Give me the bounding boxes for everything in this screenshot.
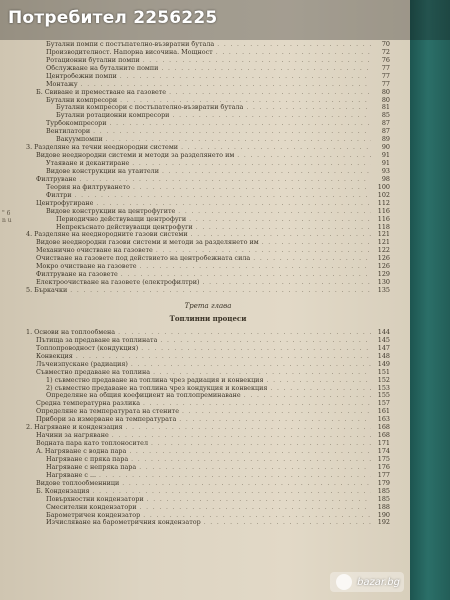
toc-entry-title: Механично очистване на газовете bbox=[36, 247, 153, 255]
toc-entry bbox=[26, 200, 390, 208]
toc-leader-dots bbox=[92, 488, 371, 496]
toc-entry-title: Водната пара като топлоносител bbox=[36, 440, 149, 448]
toc-entry-page: 91 bbox=[381, 151, 390, 160]
toc-entry-title: Видове нееднородни газови системи и методи за разделянето им bbox=[36, 239, 259, 247]
toc-leader-dots bbox=[112, 432, 371, 440]
toc-leader-dots bbox=[161, 65, 371, 73]
toc-entry bbox=[26, 329, 390, 337]
toc-entry bbox=[26, 176, 390, 184]
toc-entry bbox=[26, 144, 390, 152]
toc-entry-title: Нагряване с непряка пара bbox=[46, 463, 137, 471]
toc-leader-dots bbox=[217, 41, 371, 49]
toc-entry bbox=[26, 400, 390, 408]
toc-entry-page: 116 bbox=[377, 206, 390, 215]
toc-leader-dots bbox=[172, 112, 371, 120]
toc-entry-page: 190 bbox=[377, 510, 390, 519]
toc-entry bbox=[26, 57, 390, 65]
toc-leader-dots bbox=[131, 361, 371, 369]
toc-leader-dots bbox=[147, 496, 371, 504]
toc-entry bbox=[26, 192, 390, 200]
toc-entry-title: Съвместно предаване на топлина bbox=[36, 368, 151, 376]
toc-entry bbox=[26, 112, 390, 120]
toc-entry-title: Лъчеизпускане (радиация) bbox=[36, 360, 128, 368]
toc-entry-title: Мокро очистване на газовете bbox=[36, 263, 137, 271]
toc-entry-title: Б. Свиване и преместване на газовете bbox=[36, 88, 167, 96]
toc-entry-title: Смесителни кондензатори bbox=[46, 503, 137, 511]
toc-entry-page: 77 bbox=[381, 71, 390, 80]
seller-header-bar bbox=[0, 0, 450, 40]
toc-entry-page: 174 bbox=[377, 447, 390, 456]
toc-leader-dots bbox=[203, 279, 371, 287]
toc-entry-title: 1. Основи на топлообмена bbox=[26, 328, 116, 336]
toc-entry bbox=[26, 424, 390, 432]
toc-entry bbox=[26, 216, 390, 224]
toc-leader-dots bbox=[178, 208, 371, 216]
toc-entry-page: 72 bbox=[381, 47, 390, 56]
toc-entry-title: Електроочистване на газовете (електрофилтри) bbox=[36, 279, 200, 287]
toc-entry-title: 3. Разделяне на течни нееднородни системи bbox=[26, 144, 179, 152]
toc-entry-page: 135 bbox=[377, 286, 390, 295]
toc-entry-title: Повърхностни кондензатори bbox=[46, 495, 144, 503]
toc-leader-dots bbox=[118, 329, 371, 337]
toc-entry-page: 81 bbox=[381, 103, 390, 112]
toc-entry-page: 148 bbox=[377, 351, 390, 360]
toc-entry-page: 153 bbox=[377, 383, 390, 392]
toc-entry bbox=[26, 168, 390, 176]
toc-entry-title: Нагряване с пряка пара bbox=[46, 455, 129, 463]
toc-entry-title: Видове нееднородни системи и методи за разделянето им bbox=[36, 152, 235, 160]
toc-leader-dots bbox=[143, 400, 371, 408]
toc-entry-page: 126 bbox=[377, 262, 390, 271]
toc-entry-title: Вентилатори bbox=[46, 128, 91, 136]
toc-entry bbox=[26, 73, 390, 81]
toc-leader-dots bbox=[120, 97, 371, 105]
toc-entry bbox=[26, 208, 390, 216]
toc-section-before bbox=[26, 41, 390, 295]
toc-entry-title: 1) съвместно предаване на топлина чрез радиация и конвекция bbox=[46, 376, 264, 384]
toc-entry-page: 121 bbox=[377, 230, 390, 239]
toc-entry-page: 80 bbox=[381, 87, 390, 96]
watermark-text: bazar.bg bbox=[357, 577, 400, 588]
toc-leader-dots bbox=[81, 81, 371, 89]
toc-leader-dots bbox=[96, 200, 371, 208]
toc-entry-title: Средна температурна разлика bbox=[36, 400, 141, 408]
toc-entry-title: Монтажу bbox=[46, 80, 78, 88]
toc-entry-title: Обслужване на буталните помпи bbox=[46, 64, 159, 72]
toc-entry-title: 4. Разделяне на нееднородните газови системи bbox=[26, 231, 188, 239]
toc-entry bbox=[26, 65, 390, 73]
toc-entry bbox=[26, 255, 390, 263]
toc-leader-dots bbox=[162, 168, 371, 176]
toc-leader-dots bbox=[126, 424, 371, 432]
toc-entry bbox=[26, 152, 390, 160]
toc-entry bbox=[26, 224, 390, 232]
toc-leader-dots bbox=[156, 247, 371, 255]
toc-entry bbox=[26, 416, 390, 424]
toc-entry-page: 168 bbox=[377, 431, 390, 440]
toc-entry-page: 93 bbox=[381, 166, 390, 175]
toc-entry-page: 116 bbox=[377, 214, 390, 223]
toc-leader-dots bbox=[216, 49, 371, 57]
toc-entry-page: 98 bbox=[381, 174, 390, 183]
toc-leader-dots bbox=[141, 345, 371, 353]
toc-leader-dots bbox=[246, 104, 371, 112]
toc-entry bbox=[26, 41, 390, 49]
toc-entry-page: 80 bbox=[381, 95, 390, 104]
toc-entry-page: 77 bbox=[381, 79, 390, 88]
toc-entry-title: Изчисляване на барометричния кондензатор bbox=[46, 519, 201, 527]
toc-entry-title: Ротационни бутални помпи bbox=[46, 56, 140, 64]
toc-leader-dots bbox=[129, 448, 371, 456]
toc-entry-title: Начини за нагряване bbox=[36, 432, 109, 440]
toc-entry-title: Топлопроводност (кондукция) bbox=[36, 344, 139, 352]
book-cover-spine bbox=[410, 0, 450, 600]
toc-entry-page: 176 bbox=[377, 462, 390, 471]
toc-entry-page: 112 bbox=[377, 198, 390, 207]
toc-leader-dots bbox=[237, 152, 371, 160]
toc-entry-title: Центрофугиране bbox=[36, 199, 94, 207]
toc-entry bbox=[26, 369, 390, 377]
toc-entry-page: 147 bbox=[377, 343, 390, 352]
toc-entry bbox=[26, 239, 390, 247]
toc-entry-title: 2) съвместно предаване на топлина чрез кондукция и конвекция bbox=[46, 384, 268, 392]
toc-leader-dots bbox=[140, 504, 371, 512]
chapter-label: Трета глава bbox=[184, 302, 232, 310]
toc-entry bbox=[26, 432, 390, 440]
toc-leader-dots bbox=[122, 480, 371, 488]
toc-leader-dots bbox=[262, 239, 371, 247]
toc-entry-page: 157 bbox=[377, 399, 390, 408]
toc-entry-page: 87 bbox=[381, 127, 390, 136]
toc-leader-dots bbox=[253, 255, 371, 263]
toc-entry-page: 149 bbox=[377, 359, 390, 368]
toc-entry-title: Непрекъснато действуващи центрофуги bbox=[56, 223, 193, 231]
toc-entry bbox=[26, 512, 390, 520]
toc-leader-dots bbox=[270, 385, 371, 393]
toc-leader-dots bbox=[79, 176, 371, 184]
toc-entry bbox=[26, 385, 390, 393]
toc-entry-page: 126 bbox=[377, 254, 390, 263]
toc-entry bbox=[26, 345, 390, 353]
toc-entry-title: Центробежни помпи bbox=[46, 72, 117, 80]
toc-entry-page: 171 bbox=[377, 439, 390, 448]
toc-entry-page: 145 bbox=[377, 335, 390, 344]
toc-leader-dots bbox=[76, 353, 371, 361]
toc-leader-dots bbox=[143, 57, 371, 65]
toc-entry-page: 100 bbox=[377, 182, 390, 191]
toc-entry bbox=[26, 184, 390, 192]
toc-entry-page: 155 bbox=[377, 391, 390, 400]
toc-leader-dots bbox=[191, 231, 371, 239]
toc-entry-page: 118 bbox=[377, 222, 390, 231]
toc-leader-dots bbox=[143, 512, 371, 520]
toc-leader-dots bbox=[169, 89, 371, 97]
toc-entry bbox=[26, 287, 390, 295]
toc-entry-page: 91 bbox=[381, 159, 390, 168]
toc-entry-title: Очистване на газовете под действието на центробежната сила bbox=[36, 255, 251, 263]
toc-entry-title: Конвекция bbox=[36, 352, 73, 360]
toc-entry-title: Теория на филтруването bbox=[46, 183, 130, 191]
toc-entry-page: 152 bbox=[377, 375, 390, 384]
toc-entry-page: 76 bbox=[381, 55, 390, 64]
toc-entry-page: 85 bbox=[381, 111, 390, 120]
toc-entry bbox=[26, 393, 390, 401]
toc-entry-title: Бутални компресори bbox=[46, 96, 118, 104]
toc-entry bbox=[26, 49, 390, 57]
watermark-logo-icon bbox=[336, 574, 352, 590]
toc-entry-page: 185 bbox=[377, 486, 390, 495]
toc-entry bbox=[26, 472, 390, 480]
toc-entry-title: Бутални ротационни компресори bbox=[56, 112, 170, 120]
toc-entry-page: 89 bbox=[381, 135, 390, 144]
toc-leader-dots bbox=[132, 160, 371, 168]
toc-entry bbox=[26, 247, 390, 255]
toc-entry bbox=[26, 496, 390, 504]
toc-entry-title: Видове конструкции на утаители bbox=[46, 167, 159, 175]
toc-section-after bbox=[26, 329, 390, 527]
toc-entry bbox=[26, 136, 390, 144]
toc-entry-title: Пътища за предаване на топлината bbox=[36, 336, 158, 344]
toc-entry-title: Утаяване и декантиране bbox=[46, 160, 130, 168]
toc-entry bbox=[26, 464, 390, 472]
toc-leader-dots bbox=[153, 369, 371, 377]
toc-entry-page: 185 bbox=[377, 494, 390, 503]
toc-leader-dots bbox=[106, 136, 371, 144]
toc-entry bbox=[26, 520, 390, 528]
toc-entry bbox=[26, 456, 390, 464]
table-of-contents bbox=[26, 41, 390, 527]
toc-entry bbox=[26, 377, 390, 385]
toc-leader-dots bbox=[151, 440, 371, 448]
toc-entry bbox=[26, 97, 390, 105]
margin-marks: " 6 n u bbox=[2, 210, 12, 224]
toc-entry bbox=[26, 504, 390, 512]
toc-leader-dots bbox=[93, 128, 371, 136]
toc-entry-page: 130 bbox=[377, 278, 390, 287]
toc-entry bbox=[26, 488, 390, 496]
toc-entry-title: Видове конструкции на центрофугите bbox=[46, 207, 176, 215]
toc-entry-title: Производителност. Напорна височина. Мощност bbox=[46, 48, 213, 56]
toc-entry bbox=[26, 128, 390, 136]
toc-leader-dots bbox=[133, 184, 371, 192]
toc-entry-page: 163 bbox=[377, 415, 390, 424]
toc-entry-title: Нагряване с ... bbox=[46, 471, 97, 479]
toc-entry-page: 77 bbox=[381, 63, 390, 72]
toc-entry-title: Прибори за измерване на температурата bbox=[36, 416, 177, 424]
toc-entry-title: Филтруване на газовете bbox=[36, 271, 118, 279]
toc-entry bbox=[26, 440, 390, 448]
toc-leader-dots bbox=[120, 73, 371, 81]
seller-username[interactable]: Потребител 2256225 bbox=[8, 8, 218, 28]
toc-entry-title: Определяне на общия коефициент на топлопреминаване bbox=[46, 392, 241, 400]
toc-entry bbox=[26, 160, 390, 168]
toc-entry bbox=[26, 81, 390, 89]
toc-leader-dots bbox=[160, 337, 371, 345]
toc-entry-page: 177 bbox=[377, 470, 390, 479]
toc-entry-title: А. Нагряване с водна пара bbox=[36, 448, 127, 456]
toc-entry-title: Филтруване bbox=[36, 175, 77, 183]
toc-entry-page: 192 bbox=[377, 518, 390, 527]
toc-leader-dots bbox=[140, 263, 371, 271]
toc-entry bbox=[26, 105, 390, 113]
toc-entry bbox=[26, 271, 390, 279]
toc-entry bbox=[26, 263, 390, 271]
toc-entry bbox=[26, 353, 390, 361]
toc-entry-page: 151 bbox=[377, 367, 390, 376]
toc-leader-dots bbox=[189, 216, 371, 224]
toc-entry-page: 121 bbox=[377, 238, 390, 247]
toc-entry bbox=[26, 480, 390, 488]
toc-leader-dots bbox=[181, 144, 371, 152]
toc-leader-dots bbox=[70, 287, 371, 295]
toc-entry-title: Бутални помпи с постъпателно-възвратни бутала bbox=[46, 40, 215, 48]
toc-entry-title: Барометричен кондензатор bbox=[46, 511, 141, 519]
toc-entry-title: Видове топлообменници bbox=[36, 479, 120, 487]
toc-leader-dots bbox=[182, 408, 371, 416]
toc-entry bbox=[26, 232, 390, 240]
toc-entry bbox=[26, 448, 390, 456]
toc-entry-page: 179 bbox=[377, 478, 390, 487]
toc-leader-dots bbox=[99, 472, 371, 480]
toc-entry-page: 87 bbox=[381, 119, 390, 128]
toc-leader-dots bbox=[196, 224, 371, 232]
toc-entry bbox=[26, 279, 390, 287]
toc-entry-page: 129 bbox=[377, 270, 390, 279]
toc-entry-page: 188 bbox=[377, 502, 390, 511]
toc-leader-dots bbox=[204, 519, 371, 527]
toc-entry-title: Вакуумпомпи bbox=[56, 136, 103, 144]
toc-entry-title: Филтри bbox=[46, 191, 72, 199]
toc-entry-page: 70 bbox=[381, 39, 390, 48]
toc-entry-title: Турбокомпресори bbox=[46, 120, 107, 128]
toc-entry-title: Бутални компресори с постъпателно-възвратни бутала bbox=[56, 104, 244, 112]
toc-entry-page: 144 bbox=[377, 327, 390, 336]
toc-leader-dots bbox=[110, 120, 371, 128]
toc-entry bbox=[26, 408, 390, 416]
toc-entry-page: 175 bbox=[377, 454, 390, 463]
toc-entry-title: 2. Нагряване и кондензация bbox=[26, 424, 123, 432]
toc-leader-dots bbox=[75, 192, 371, 200]
toc-entry bbox=[26, 361, 390, 369]
toc-leader-dots bbox=[131, 456, 371, 464]
toc-entry-page: 161 bbox=[377, 407, 390, 416]
toc-entry bbox=[26, 337, 390, 345]
toc-entry-page: 102 bbox=[377, 190, 390, 199]
toc-entry bbox=[26, 89, 390, 97]
chapter-title: Топлинни процеси bbox=[169, 314, 247, 323]
toc-entry bbox=[26, 120, 390, 128]
toc-entry-title: Определяне на температурата на стените bbox=[36, 408, 179, 416]
toc-entry-title: 5. Бъркачки bbox=[26, 287, 68, 295]
toc-leader-dots bbox=[244, 392, 371, 400]
toc-leader-dots bbox=[266, 377, 371, 385]
toc-entry-page: 168 bbox=[377, 423, 390, 432]
toc-entry-page: 90 bbox=[381, 143, 390, 152]
toc-entry-title: Периодично действуващи центрофуги bbox=[56, 215, 187, 223]
toc-entry-page: 122 bbox=[377, 246, 390, 255]
toc-leader-dots bbox=[179, 416, 371, 424]
toc-leader-dots bbox=[121, 271, 371, 279]
toc-entry-title: Б. Кондензация bbox=[36, 487, 90, 495]
toc-leader-dots bbox=[139, 464, 371, 472]
